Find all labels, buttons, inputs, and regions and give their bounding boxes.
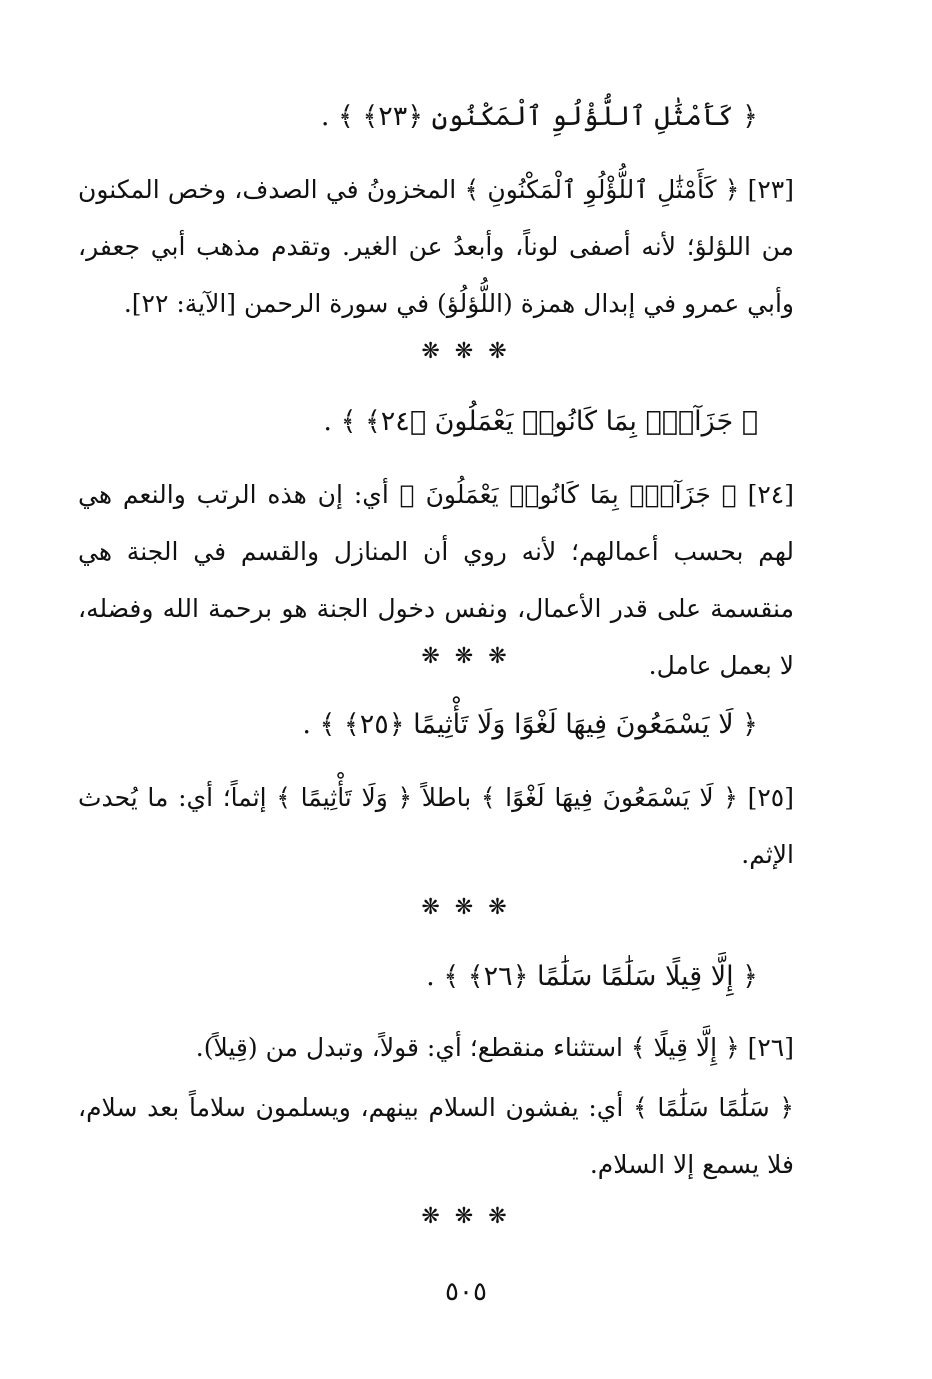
- commentary-23: [٢٣] ﴿ كَأَمْثَٰلِ ٱللُّؤْلُوِ ٱلْمَكْنُونِ ﴾ المخزونُ في الصدف، وخص المكنون من اللؤلؤ؛ لأنه أصفى لوناً، وأبعدُ عن الغير. وتقدم مذهب أبي جعفر، وأبي عمرو في إبدال همزة (اللُّؤلُؤ) في سورة الرحمن [الآية: ٢٢].: [78, 175, 794, 318]
- section-separator: ❋ ❋ ❋: [421, 339, 511, 364]
- section-separator: ❋ ❋ ❋: [421, 644, 511, 669]
- commentary-26: [٢٦] ﴿ إِلَّا قِيلًا ﴾ استثناء منقطع؛ أي: قولاً، وتبدل من (قِيلاً).: [195, 1033, 794, 1062]
- page-number: ٥٠٥: [445, 1277, 487, 1307]
- section-separator: ❋ ❋ ❋: [421, 1204, 511, 1229]
- verse-25: ﴿ لَا يَسْمَعُونَ فِيهَا لَغْوًا وَلَا تَأْثِيمًا ﴿٢٥﴾ ﴾ .: [302, 709, 758, 740]
- verse-26: ﴿ إِلَّا قِيلًا سَلَٰمًا سَلَٰمًا ﴿٢٦﴾ ﴾ .: [426, 961, 758, 992]
- commentary-26-continued: ﴿ سَلَٰمًا سَلَٰمًا ﴾ أي: يفشون السلام بينهم، ويسلمون سلاماً بعد سلام، فلا يسمع إلا السلام.: [78, 1093, 794, 1179]
- commentary-24: [٢٤] ﴿ جَزَآءًۢ بِمَا كَانُوا۟ يَعْمَلُونَ ﴾ أي: إن هذه الرتب والنعم هي لهم بحسب أعمالهم؛ لأنه روي أن المنازل والقسم في الجنة هي منقسمة على قدر الأعمال، ونفس دخول الجنة هو برحمة الله وفضله، لا بعمل عامل.: [78, 480, 794, 680]
- verse-24: ﴿ جَزَآءًۢ بِمَا كَانُوا۟ يَعْمَلُونَ ﴿٢٤﴾ ﴾ .: [323, 406, 758, 437]
- verse-23: ﴿ كَأَمْثَٰلِ ٱللُّؤْلُوِ ٱلْمَكْنُونِ ﴿٢٣﴾ ﴾ .: [320, 101, 758, 132]
- section-separator: ❋ ❋ ❋: [421, 895, 511, 920]
- commentary-25: [٢٥] ﴿ لَا يَسْمَعُونَ فِيهَا لَغْوًا ﴾ باطلاً ﴿ وَلَا تَأْثِيمًا ﴾ إثماً؛ أي: ما يُحدث الإثم.: [78, 783, 794, 869]
